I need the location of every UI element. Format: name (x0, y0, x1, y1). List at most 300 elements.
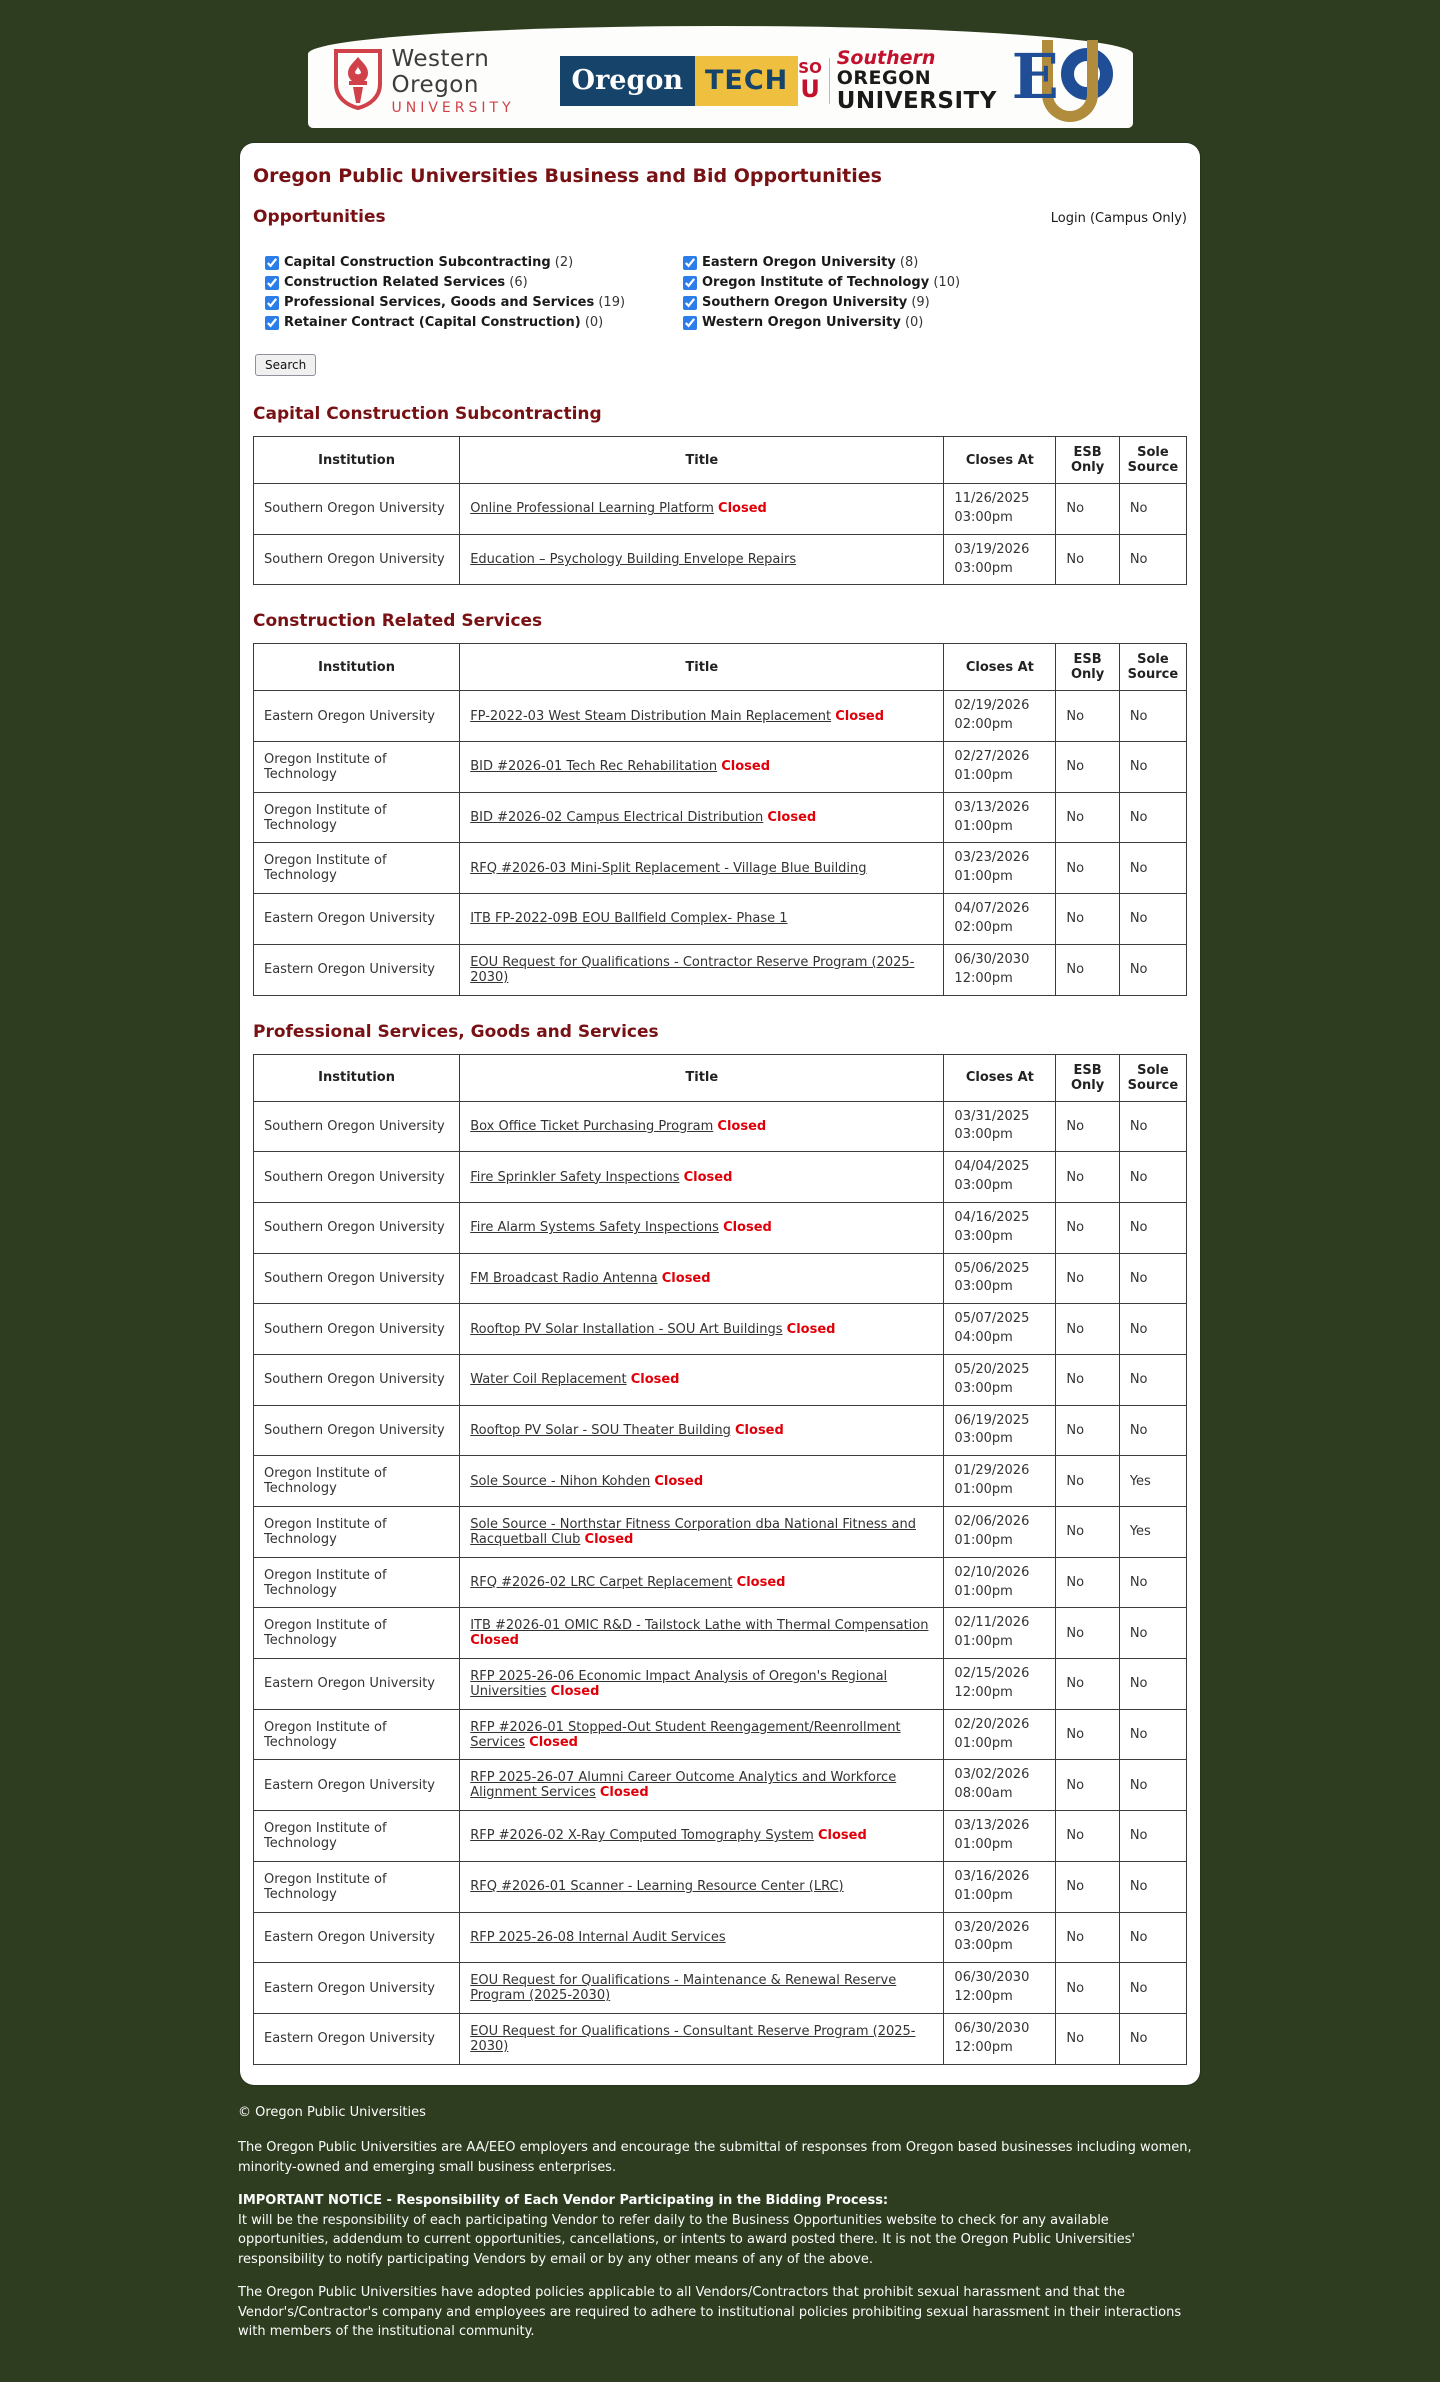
closes-time: 03:00pm (954, 560, 1013, 576)
search-button[interactable]: Search (255, 354, 316, 376)
esb-only-cell: No (1056, 1760, 1119, 1811)
table-row (254, 1456, 1187, 1507)
closes-date: 05/06/2025 (954, 1260, 1030, 1276)
closes-at-cell (944, 691, 1056, 742)
filters (265, 255, 1187, 330)
filter-count: (2) (554, 255, 574, 270)
closes-time: 01:00pm (954, 1532, 1013, 1548)
closes-at-cell (944, 1354, 1056, 1405)
important-notice-body: It will be the responsibility of each participating Vendor to refer daily to the Business Opportunities website to check for any available opportunities, addendum to current opportunities, cancellations, or intents to award posted there. It is not the Oregon Public Universities' responsibility to notify participating Vendors by email or by any other means of any of the above. (238, 2212, 1135, 2267)
sole-source-cell: No (1119, 691, 1186, 742)
title-cell (460, 1101, 944, 1152)
closes-date: 03/31/2025 (954, 1108, 1030, 1124)
opportunity-link[interactable]: RFQ #2026-02 LRC Carpet Replacement (470, 1575, 733, 1591)
table-row (254, 1152, 1187, 1203)
closes-at-cell (944, 1202, 1056, 1253)
title-cell (460, 843, 944, 894)
filter-label: Southern Oregon University (702, 295, 908, 310)
title-cell (460, 792, 944, 843)
opportunity-link[interactable]: Water Coil Replacement (470, 1372, 627, 1388)
closes-date: 03/13/2026 (954, 1818, 1030, 1834)
opportunities-table (253, 436, 1187, 585)
institution-cell: Eastern Oregon University (254, 1912, 460, 1963)
sole-source-cell: No (1119, 944, 1186, 995)
closed-status: Closed (736, 1575, 786, 1591)
closed-status: Closed (718, 501, 767, 517)
institution-cell: Oregon Institute of Technology (254, 1456, 460, 1507)
table-row (254, 792, 1187, 843)
opportunity-link[interactable]: RFQ #2026-01 Scanner - Learning Resource Center (LRC) (470, 1879, 844, 1895)
closes-at-cell (944, 1709, 1056, 1760)
closes-at-cell (944, 2013, 1056, 2064)
title-cell (460, 1202, 944, 1253)
institution-cell: Oregon Institute of Technology (254, 1709, 460, 1760)
closes-at-cell (944, 1507, 1056, 1558)
closes-time: 02:00pm (954, 919, 1013, 935)
sole-source-cell: No (1119, 1608, 1186, 1659)
closes-date: 03/13/2026 (954, 799, 1030, 815)
table-header-row (254, 437, 1187, 484)
closes-at-cell (944, 484, 1056, 535)
table-row (254, 1709, 1187, 1760)
opportunity-link[interactable]: Education – Psychology Building Envelope Repairs (470, 552, 797, 568)
table-row (254, 944, 1187, 995)
esb-only-cell: No (1056, 1608, 1119, 1659)
filter-checkbox[interactable] (265, 316, 279, 330)
esb-only-cell: No (1056, 1507, 1119, 1558)
esb-only-cell: No (1056, 1659, 1119, 1710)
institution-cell: Southern Oregon University (254, 1304, 460, 1355)
closes-time: 03:00pm (954, 1279, 1013, 1295)
closes-time: 01:00pm (954, 1887, 1013, 1903)
sou-university: UNIVERSITY (836, 87, 997, 114)
filter-checkbox[interactable] (265, 296, 279, 310)
table-row (254, 534, 1187, 585)
opportunity-link[interactable]: Sole Source - Nihon Kohden (470, 1473, 651, 1489)
table-row (254, 1507, 1187, 1558)
closed-status: Closed (717, 1118, 767, 1134)
closed-status: Closed (470, 1633, 519, 1649)
sole-source-cell: No (1119, 792, 1186, 843)
sole-source-cell: No (1119, 1304, 1186, 1355)
harassment-policy-statement: The Oregon Public Universities have adopted policies applicable to all Vendors/Contractors that prohibit sexual harassment and that the Vendor's/Contractor's company and employees are required to adhere to institutional policies prohibiting sexual harassment in their interactions with members of the institutional community. (238, 2285, 1182, 2340)
institution-cell: Oregon Institute of Technology (254, 1557, 460, 1608)
table-row (254, 1202, 1187, 1253)
sole-source-cell: No (1119, 1811, 1186, 1862)
closes-date: 02/27/2026 (954, 749, 1030, 765)
institution-cell: Eastern Oregon University (254, 944, 460, 995)
closes-time: 03:00pm (954, 1127, 1013, 1143)
closes-date: 06/30/2030 (954, 1970, 1030, 1986)
table-row (254, 1608, 1187, 1659)
filter-checkbox[interactable] (683, 296, 697, 310)
table-row (254, 1253, 1187, 1304)
opportunity-link[interactable]: Fire Alarm Systems Safety Inspections (470, 1220, 719, 1236)
page-footer (238, 2097, 1202, 2382)
closes-time: 01:00pm (954, 818, 1013, 834)
section-heading: Construction Related Services (253, 611, 543, 632)
institution-cell: Oregon Institute of Technology (254, 742, 460, 793)
opportunity-link[interactable]: Online Professional Learning Platform (470, 501, 714, 517)
closes-time: 03:00pm (954, 1431, 1013, 1447)
closes-date: 02/20/2026 (954, 1716, 1030, 1732)
sou-oregon: OREGON (836, 66, 932, 89)
esb-only-cell: No (1056, 1456, 1119, 1507)
table-row (254, 1557, 1187, 1608)
closes-time: 03:00pm (954, 509, 1013, 525)
closes-date: 02/06/2026 (954, 1514, 1030, 1529)
closes-date: 06/19/2025 (954, 1412, 1030, 1428)
opportunities-table (253, 643, 1187, 995)
column-header: ESB Only (1056, 644, 1119, 691)
esb-only-cell: No (1056, 742, 1119, 793)
opportunity-link[interactable]: Fire Sprinkler Safety Inspections (470, 1169, 680, 1185)
table-row (254, 742, 1187, 793)
closed-status: Closed (661, 1270, 711, 1286)
table-row (254, 1101, 1187, 1152)
closes-date: 02/15/2026 (954, 1666, 1030, 1682)
esb-only-cell: No (1056, 1253, 1119, 1304)
sole-source-cell: Yes (1119, 1507, 1186, 1558)
filter-checkbox[interactable] (683, 276, 697, 290)
closed-status: Closed (735, 1422, 784, 1438)
closed-status: Closed (817, 1828, 867, 1844)
title-cell (460, 1760, 944, 1811)
important-notice-title: IMPORTANT NOTICE - Responsibility of Each Vendor Participating in the Bidding Process: (238, 2193, 889, 2209)
table-row (254, 1354, 1187, 1405)
table-row (254, 1760, 1187, 1811)
section-heading: Capital Construction Subcontracting (253, 404, 602, 424)
title-cell (460, 691, 944, 742)
filter-item[interactable] (265, 295, 683, 310)
closes-time: 04:00pm (954, 1330, 1013, 1346)
closed-status: Closed (835, 708, 885, 724)
sole-source-cell: No (1119, 742, 1186, 793)
closes-time: 02:00pm (954, 717, 1013, 733)
closes-date: 05/07/2025 (954, 1311, 1030, 1327)
filter-label: Construction Related Services (284, 275, 506, 290)
filter-item[interactable] (265, 255, 683, 270)
filter-count: (10) (933, 275, 961, 290)
table-row (254, 843, 1187, 894)
wou-name: Western Oregon (391, 46, 490, 98)
esb-only-cell: No (1056, 1709, 1119, 1760)
institution-cell: Southern Oregon University (254, 1354, 460, 1405)
closes-at-cell (944, 1152, 1056, 1203)
table-header-row (254, 644, 1187, 691)
institution-cell: Oregon Institute of Technology (254, 1861, 460, 1912)
institution-cell: Southern Oregon University (254, 1202, 460, 1253)
sole-source-cell: No (1119, 1253, 1186, 1304)
title-cell (460, 534, 944, 585)
filter-label: Capital Construction Subcontracting (284, 255, 551, 270)
institution-cell: Oregon Institute of Technology (254, 792, 460, 843)
title-cell (460, 944, 944, 995)
closes-date: 04/07/2026 (954, 901, 1030, 917)
sole-source-cell: No (1119, 843, 1186, 894)
table-row (254, 1963, 1187, 2014)
closes-time: 03:00pm (954, 1178, 1013, 1194)
opportunity-link[interactable]: BID #2026-01 Tech Rec Rehabilitation (470, 759, 718, 775)
closes-time: 01:00pm (954, 1836, 1013, 1852)
closes-date: 06/30/2030 (954, 951, 1030, 967)
opportunity-link[interactable]: ITB FP-2022-09B EOU Ballfield Complex- Phase 1 (470, 911, 788, 927)
opportunities-heading: Opportunities (253, 207, 386, 227)
closes-time: 12:00pm (954, 1989, 1013, 2005)
title-cell (460, 484, 944, 535)
closes-at-cell (944, 1253, 1056, 1304)
opportunity-link[interactable]: FP-2022-03 West Steam Distribution Main Replacement (470, 708, 832, 724)
closes-at-cell (944, 1861, 1056, 1912)
closes-time: 12:00pm (954, 970, 1013, 986)
closes-time: 01:00pm (954, 767, 1013, 783)
closes-at-cell (944, 1557, 1056, 1608)
filter-item[interactable] (683, 315, 1187, 330)
sole-source-cell: No (1119, 1405, 1186, 1456)
column-header: ESB Only (1056, 1054, 1119, 1101)
university-logos-banner (308, 26, 1133, 128)
esb-only-cell: No (1056, 944, 1119, 995)
esb-only-cell: No (1056, 1354, 1119, 1405)
esb-only-cell: No (1056, 2013, 1119, 2064)
title-cell (460, 1507, 944, 1558)
eastern-oregon-university-logo (1012, 38, 1113, 124)
opportunities-table (253, 1054, 1187, 2065)
esb-only-cell: No (1056, 1811, 1119, 1862)
closes-date: 05/20/2025 (954, 1361, 1030, 1377)
main-content-card (240, 143, 1200, 2085)
closes-at-cell (944, 843, 1056, 894)
closes-at-cell (944, 742, 1056, 793)
filter-item[interactable] (265, 315, 683, 330)
table-row (254, 1304, 1187, 1355)
closes-date: 03/02/2026 (954, 1767, 1030, 1783)
table-row (254, 1861, 1187, 1912)
esb-only-cell: No (1056, 1152, 1119, 1203)
closes-at-cell (944, 1101, 1056, 1152)
closed-status: Closed (721, 759, 771, 775)
closed-status: Closed (584, 1531, 634, 1547)
institution-cell: Eastern Oregon University (254, 1659, 460, 1710)
esb-only-cell: No (1056, 534, 1119, 585)
sole-source-cell: No (1119, 1760, 1186, 1811)
esb-only-cell: No (1056, 792, 1119, 843)
sole-source-cell: No (1119, 1101, 1186, 1152)
institution-cell: Oregon Institute of Technology (254, 843, 460, 894)
closed-status: Closed (767, 810, 817, 826)
closed-status: Closed (723, 1220, 772, 1236)
title-cell (460, 1405, 944, 1456)
esb-only-cell: No (1056, 691, 1119, 742)
filter-item[interactable] (265, 275, 683, 290)
institution-cell: Eastern Oregon University (254, 1963, 460, 2014)
title-cell (460, 1456, 944, 1507)
opportunity-link[interactable]: EOU Request for Qualifications - Contractor Reserve Program (2025-2030) (470, 954, 915, 985)
closes-at-cell (944, 1405, 1056, 1456)
filter-item[interactable] (683, 295, 1187, 310)
closes-date: 06/30/2030 (954, 2020, 1030, 2036)
esb-only-cell: No (1056, 1405, 1119, 1456)
title-cell (460, 1152, 944, 1203)
opportunity-link[interactable]: Rooftop PV Solar Installation - SOU Art Buildings (470, 1321, 783, 1337)
closes-at-cell (944, 1963, 1056, 2014)
closes-at-cell (944, 1608, 1056, 1659)
sole-source-cell: No (1119, 1557, 1186, 1608)
opportunity-link[interactable]: RFP #2026-01 Stopped-Out Student Reengagement/Reenrollment Services (470, 1719, 901, 1750)
title-cell (460, 1659, 944, 1710)
title-cell (460, 894, 944, 945)
title-cell (460, 1557, 944, 1608)
wou-torch-shield-icon (332, 48, 384, 114)
title-cell (460, 1304, 944, 1355)
category-filters (265, 255, 683, 330)
opportunity-link[interactable]: RFP 2025-26-06 Economic Impact Analysis of Oregon's Regional Universities (470, 1668, 888, 1699)
oregon-tech-wordmark-left: Oregon (560, 56, 695, 106)
filter-label: Western Oregon University (702, 315, 901, 330)
opportunity-link[interactable]: FM Broadcast Radio Antenna (470, 1270, 658, 1286)
title-cell (460, 1912, 944, 1963)
filter-count: (6) (509, 275, 528, 290)
closes-date: 02/11/2026 (954, 1615, 1030, 1631)
column-header: Title (460, 1054, 944, 1101)
sole-source-cell: No (1119, 1861, 1186, 1912)
closes-at-cell (944, 534, 1056, 585)
filter-count: (19) (598, 295, 626, 310)
closes-date: 03/16/2026 (954, 1868, 1030, 1884)
filter-checkbox[interactable] (683, 316, 697, 330)
eou-e-letter: E (1011, 40, 1059, 113)
esb-only-cell: No (1056, 1101, 1119, 1152)
column-header: Sole Source (1119, 1054, 1186, 1101)
filter-label: Retainer Contract (Capital Construction) (284, 315, 581, 330)
column-header: Institution (254, 1054, 460, 1101)
filter-item[interactable] (683, 255, 1187, 270)
table-row (254, 1659, 1187, 1710)
opportunity-link[interactable]: RFQ #2026-03 Mini-Split Replacement - Village Blue Building (470, 860, 867, 876)
title-cell (460, 1811, 944, 1862)
closes-time: 03:00pm (954, 1380, 1013, 1396)
closes-at-cell (944, 1811, 1056, 1862)
filter-checkbox[interactable] (265, 256, 279, 270)
esb-only-cell: No (1056, 1912, 1119, 1963)
closes-at-cell (944, 1304, 1056, 1355)
filter-checkbox[interactable] (683, 256, 697, 270)
closes-time: 03:00pm (954, 1938, 1013, 1954)
important-notice (238, 2191, 1202, 2269)
closed-status: Closed (529, 1734, 578, 1750)
closes-date: 03/19/2026 (954, 541, 1030, 557)
opportunity-link[interactable]: BID #2026-02 Campus Electrical Distribution (470, 810, 764, 826)
closes-date: 02/10/2026 (954, 1564, 1030, 1580)
filter-label: Eastern Oregon University (702, 255, 896, 270)
table-row (254, 1912, 1187, 1963)
login-link[interactable]: Login (Campus Only) (1050, 211, 1187, 226)
title-cell (460, 1608, 944, 1659)
closed-status: Closed (654, 1473, 704, 1489)
opportunity-link[interactable]: RFP 2025-26-08 Internal Audit Services (470, 1929, 726, 1945)
section-heading: Professional Services, Goods and Services (253, 1021, 659, 1042)
column-header: Closes At (944, 437, 1056, 484)
institution-cell: Eastern Oregon University (254, 1760, 460, 1811)
table-row (254, 1811, 1187, 1862)
closes-at-cell (944, 894, 1056, 945)
esb-only-cell: No (1056, 484, 1119, 535)
column-header: Title (460, 437, 944, 484)
filter-count: (9) (911, 295, 930, 310)
closes-time: 08:00am (954, 1786, 1013, 1802)
western-oregon-university-logo (332, 46, 560, 116)
esb-only-cell: No (1056, 1861, 1119, 1912)
title-cell (460, 742, 944, 793)
sou-southern: Southern (836, 46, 936, 69)
oregon-tech-logo (560, 56, 799, 106)
closes-time: 01:00pm (954, 1634, 1013, 1650)
opportunity-link[interactable]: EOU Request for Qualifications - Maintenance & Renewal Reserve Program (2025-2030) (470, 1973, 897, 2004)
institution-cell: Southern Oregon University (254, 1405, 460, 1456)
institution-cell: Oregon Institute of Technology (254, 1507, 460, 1558)
sou-monogram-icon: SO U (798, 58, 822, 103)
table-header-row (254, 1054, 1187, 1101)
closes-at-cell (944, 1912, 1056, 1963)
oregon-tech-wordmark-right: TECH (695, 56, 798, 106)
closed-status: Closed (786, 1321, 836, 1337)
institution-cell: Southern Oregon University (254, 1101, 460, 1152)
wou-university: UNIVERSITY (391, 100, 515, 116)
sole-source-cell: No (1119, 1202, 1186, 1253)
closes-at-cell (944, 1659, 1056, 1710)
esb-only-cell: No (1056, 1963, 1119, 2014)
opportunity-link[interactable]: Rooftop PV Solar - SOU Theater Building (470, 1422, 731, 1438)
closes-time: 01:00pm (954, 1583, 1013, 1599)
opportunity-link[interactable]: Sole Source - Northstar Fitness Corporation dba National Fitness and Racquetball Club (470, 1516, 917, 1547)
table-row (254, 894, 1187, 945)
title-cell (460, 1709, 944, 1760)
title-cell (460, 1354, 944, 1405)
esb-only-cell: No (1056, 1304, 1119, 1355)
opportunity-link[interactable]: Box Office Ticket Purchasing Program (470, 1118, 714, 1134)
filter-label: Professional Services, Goods and Services (284, 295, 595, 310)
opportunity-link[interactable]: RFP 2025-26-07 Alumni Career Outcome Analytics and Workforce Alignment Services (470, 1770, 897, 1801)
closes-date: 02/19/2026 (954, 698, 1030, 714)
closes-date: 04/04/2025 (954, 1159, 1030, 1175)
column-header: Title (460, 644, 944, 691)
opportunity-sections (253, 404, 1187, 2065)
column-header: Institution (254, 437, 460, 484)
column-header: Institution (254, 644, 460, 691)
closes-date: 04/16/2025 (954, 1209, 1030, 1225)
southern-oregon-university-logo (798, 46, 1011, 114)
copyright: © Oregon Public Universities (238, 2104, 426, 2120)
table-row (254, 484, 1187, 535)
filter-item[interactable] (683, 275, 1187, 290)
esb-only-cell: No (1056, 843, 1119, 894)
opportunity-link[interactable]: EOU Request for Qualifications - Consultant Reserve Program (2025-2030) (470, 2023, 916, 2054)
sole-source-cell: No (1119, 1709, 1186, 1760)
closed-status: Closed (683, 1169, 733, 1185)
table-row (254, 1405, 1187, 1456)
opportunity-link[interactable]: ITB #2026-01 OMIC R&D - Tailstock Lathe with Thermal Compensation (470, 1618, 929, 1634)
filter-checkbox[interactable] (265, 276, 279, 290)
column-header: Sole Source (1119, 437, 1186, 484)
title-cell (460, 1963, 944, 2014)
filter-label: Oregon Institute of Technology (702, 275, 930, 290)
opportunity-link[interactable]: RFP #2026-02 X-Ray Computed Tomography System (470, 1828, 814, 1844)
closes-date: 03/23/2026 (954, 850, 1030, 866)
column-header: Closes At (944, 1054, 1056, 1101)
institution-cell: Oregon Institute of Technology (254, 1608, 460, 1659)
sole-source-cell: No (1119, 894, 1186, 945)
closes-time: 01:00pm (954, 869, 1013, 885)
